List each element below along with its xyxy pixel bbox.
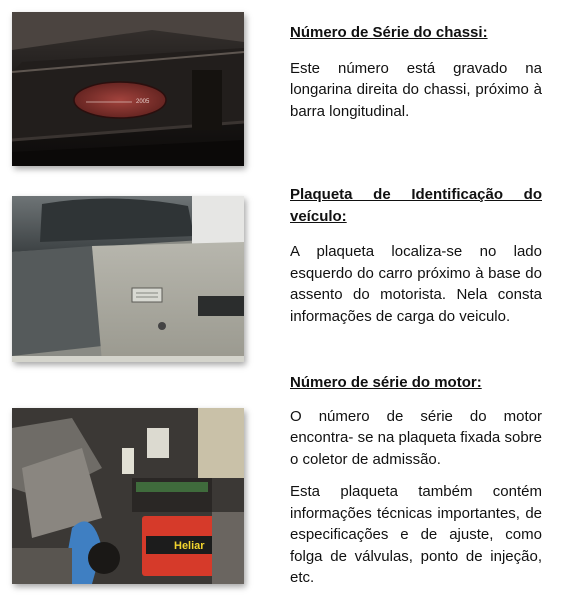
identification-plate-section — [290, 184, 542, 327]
engine-serial-heading: Número de série do motor: — [290, 374, 482, 391]
engine-plate-technical-info: Esta plaqueta também contém informações técnicas importantes, de especificações e de ajuste, como folga de válvulas, ponto de injeção, etc. — [290, 483, 542, 586]
chassis-plate-year: 2005 — [136, 99, 150, 105]
chassis-photo-illustration — [12, 12, 244, 166]
identification-plate-photo — [12, 196, 244, 362]
chassis-serial-description: Este número está gravado na longarina direita do chassi, próximo à barra longitudinal. — [290, 59, 542, 120]
battery-brand-label: Heliar — [174, 540, 205, 552]
chassis-serial-photo — [12, 12, 244, 166]
engine-serial-description: O número de série do motor encontra- se na plaqueta fixada sobre o coletor de admissão. — [290, 407, 542, 468]
chassis-serial-heading: Número de Série do chassi: — [290, 24, 488, 41]
plate-photo-illustration — [12, 196, 244, 362]
engine-bay-photo — [12, 408, 244, 584]
identification-plate-heading: Plaqueta de Identificação do veículo: — [290, 186, 542, 225]
chassis-serial-section — [290, 22, 542, 122]
engine-serial-section — [290, 372, 542, 589]
identification-plate-description: A plaqueta localiza-se no lado esquerdo do carro próximo à base do assento do motorista. Nela consta informações de carga do veiculo. — [290, 243, 542, 325]
engine-photo-illustration — [12, 408, 244, 584]
